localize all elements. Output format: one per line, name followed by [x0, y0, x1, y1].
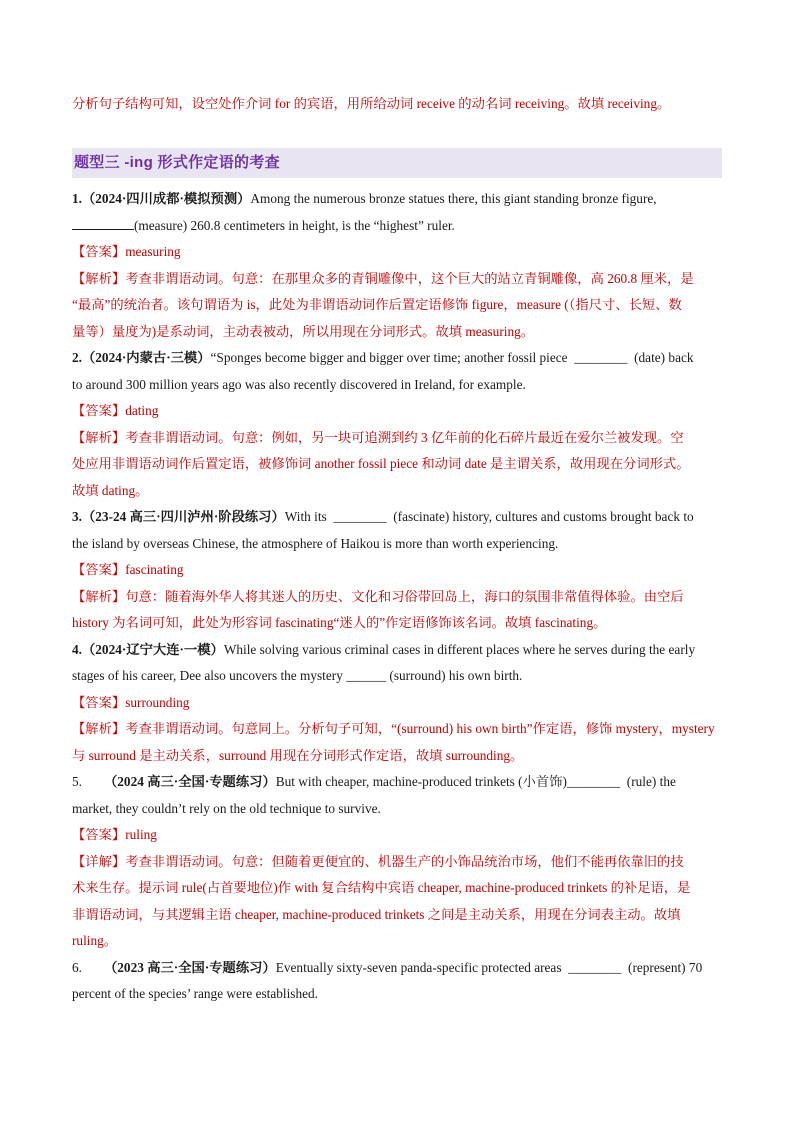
explanation-line: “最高”的统治者。该句谓语为 is，此处为非谓语动词作后置定语修饰 figure，measure (（指尺寸、长短、数 [72, 297, 682, 312]
answer-line: 【答案】fascinating [72, 562, 184, 577]
question-source: （2024·辽宁大连·一模） [81, 641, 224, 657]
question-stem: Eventually sixty-seven panda-specific protected areas [275, 959, 562, 975]
question-source: （2024 高三·全国·专题练习） [103, 774, 276, 789]
explanation-line: 量等）量度为)是系动词，主动表被动，所以用现在分词形式。故填 measuring。 [72, 323, 535, 339]
question-stem: (measure) 260.8 centimeters in height, is the “highest” ruler. [134, 217, 455, 233]
explanation-line: 非谓语动词，与其逻辑主语 cheaper, machine-produced trinkets 之间是主动关系，用现在分词表主动。故填 [72, 906, 681, 922]
answer-value: measuring [125, 244, 181, 259]
question-stem: (date) back [634, 350, 694, 365]
answer-value: fascinating [125, 562, 184, 577]
question-number: 6. [72, 959, 82, 975]
explanation-line: history 为名词可知，此处为形容词 fascinating“迷人的”作定语修饰该名词。故填 fascinating。 [72, 615, 607, 630]
question-stem: percent of the species’ range were established. [72, 986, 318, 1001]
question-stem: stages of his career, Dee also uncovers the mystery [72, 668, 343, 683]
question-stem: (represent) 70 [628, 959, 703, 975]
answer-blank: ______ [346, 668, 387, 683]
question-stem: Among the numerous bronze statues there, this giant standing bronze figure, [250, 191, 657, 206]
question-stem: to around 300 million years ago was also recently discovered in Ireland, for example. [72, 376, 526, 392]
question-3 [72, 504, 722, 637]
question-6 [72, 955, 722, 1008]
explanation-line: 术来生存。提示词 rule(占首要地位)作 with 复合结构中宾语 cheaper, machine-produced trinkets 的补足语，是 [72, 880, 691, 895]
question-stem: (fascinate) history, cultures and customs brought back to [393, 509, 694, 524]
question-number: 1. [72, 191, 82, 206]
explanation-line: 【解析】考查非谓语动词。句意：在那里众多的青铜雕像中，这个巨大的站立青铜雕像，高 260.8 厘米，是 [72, 270, 694, 286]
question-5 [72, 769, 722, 955]
question-stem: (rule) the [626, 774, 676, 789]
section-heading [72, 148, 722, 178]
question-stem: (surround) his own birth. [389, 668, 523, 683]
question-source: （2024·四川成都·模拟预测） [81, 191, 251, 206]
answer-blank: ________ [568, 959, 622, 975]
explanation-line: 【解析】考查非谓语动词。句意同上。分析句子可知，“(surround) his own birth”作定语，修饰 mystery，mystery [72, 721, 715, 736]
explanation-line: 【详解】考查非谓语动词。句意：但随着更便宜的、机器生产的小饰品统治市场，他们不能再依靠旧的技 [72, 853, 684, 869]
question-source: （2024·内蒙古·三模） [81, 350, 211, 365]
answer-line: 【答案】surrounding [72, 694, 190, 710]
explanation-line: 故填 dating。 [72, 482, 149, 498]
question-stem: the island by overseas Chinese, the atmosphere of Haikou is more than worth experiencing. [72, 535, 559, 551]
question-2 [72, 345, 722, 504]
explanation-line: 与 surround 是主动关系，surround 用现在分词形式作定语，故填 surrounding。 [72, 747, 524, 763]
question-stem: market, they couldn’t rely on the old technique to survive. [72, 800, 381, 816]
question-number: 2. [72, 350, 82, 365]
answer-blank: ________ [566, 774, 621, 789]
question-number: 5. [72, 774, 82, 789]
answer-blank: ________ [333, 509, 387, 524]
question-1 [72, 186, 722, 345]
answer-line: 【答案】ruling [72, 827, 157, 842]
answer-line: 【答案】measuring [72, 244, 181, 259]
question-stem: While solving various criminal cases in different places where he serves during the early [223, 641, 696, 657]
explanation-line: 处应用非谓语动词作后置定语，被修饰词 another fossil piece 和动词 date 是主谓关系，故用现在分词形式。 [72, 456, 690, 471]
question-source: （23-24 高三·四川泸州·阶段练习） [81, 509, 285, 524]
question-source: （2023 高三·全国·专题练习） [103, 959, 276, 975]
question-list [72, 186, 722, 1008]
question-stem: “Sponges become bigger and bigger over time; another fossil piece [210, 350, 568, 365]
answer-blank [72, 217, 134, 230]
question-stem: With its [284, 509, 327, 524]
explanation-line: ruling。 [72, 933, 118, 948]
question-number: 3. [72, 509, 82, 524]
answer-blank: ________ [574, 350, 628, 365]
answer-value: dating [125, 403, 159, 418]
answer-value: ruling [125, 827, 157, 842]
question-4 [72, 637, 722, 770]
explanation-line: 【解析】考查非谓语动词。句意：例如，另一块可追溯到约 3 亿年前的化石碎片最近在爱尔兰被发现。空 [72, 429, 684, 445]
intro-explanation: 分析句子结构可知，设空处作介词 for 的宾语，用所给动词 receive 的动名词 receiving。故填 receiving。 [72, 96, 671, 111]
explanation-line: 【解析】句意：随着海外华人将其迷人的历史、文化和习俗带回岛上，海口的氛围非常值得体验。由空后 [72, 588, 684, 604]
answer-line: 【答案】dating [72, 403, 159, 418]
question-number: 4. [72, 641, 82, 657]
question-stem: But with cheaper, machine-produced trinkets (小首饰) [275, 774, 567, 789]
answer-value: surrounding [125, 694, 190, 710]
section-title: 题型三 -ing 形式作定语的考查 [74, 154, 280, 171]
